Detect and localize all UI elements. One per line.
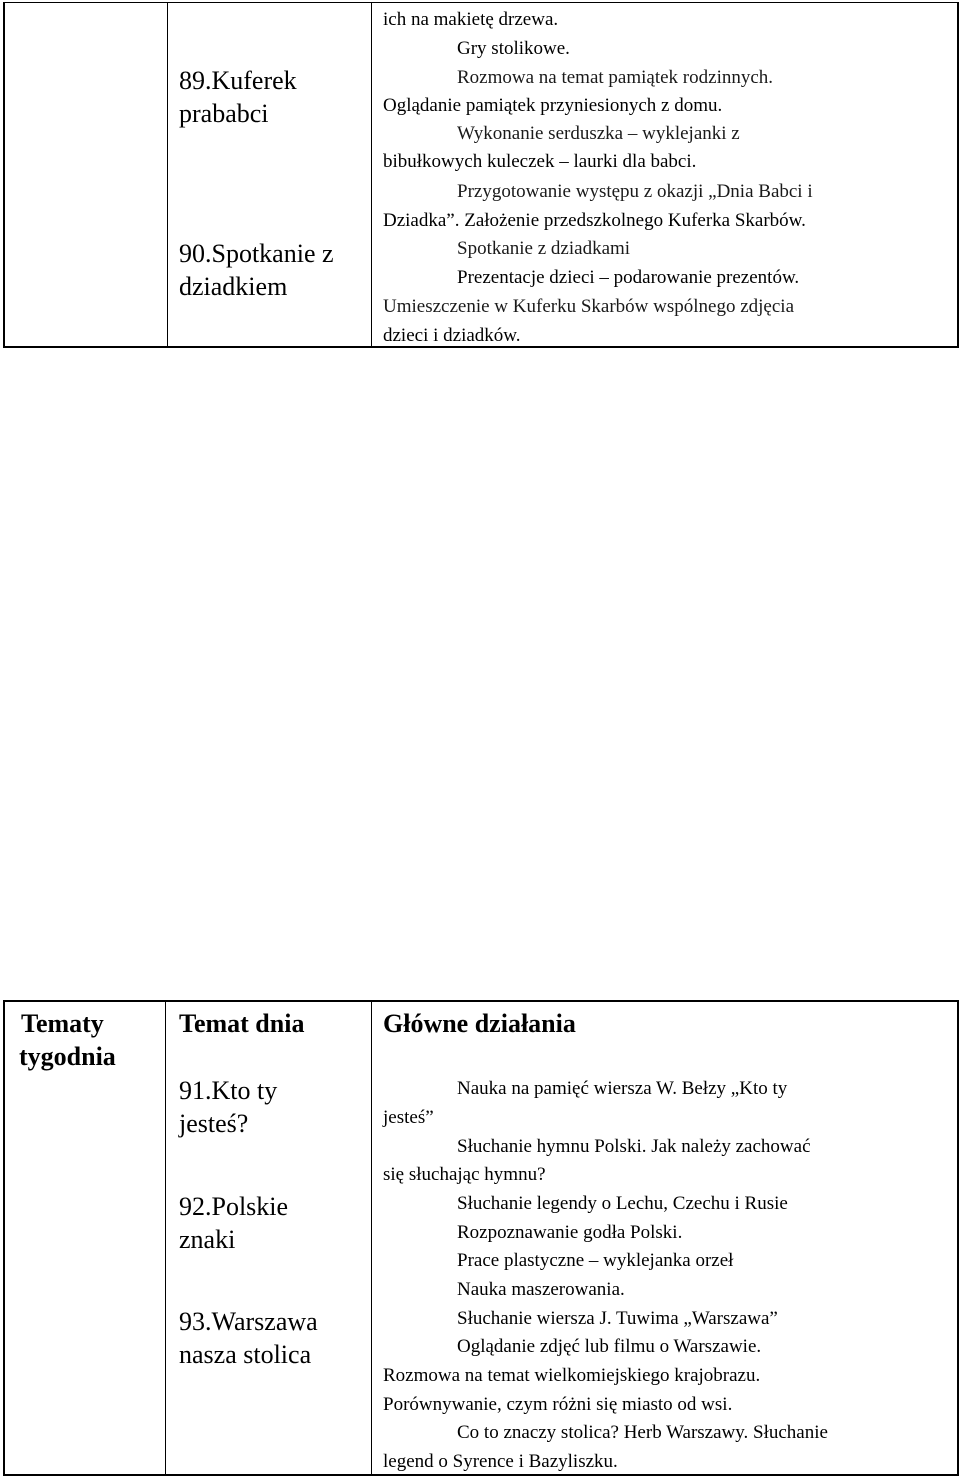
topic-91-line1: 91.Kto ty <box>179 1076 278 1105</box>
bottom-activity-line: jesteś” <box>383 1107 434 1128</box>
topic-92-line2: znaki <box>179 1225 236 1254</box>
top-activity-line: ich na makietę drzewa. <box>383 9 559 30</box>
topic-90-line2: dziadkiem <box>179 272 288 301</box>
bottom-activity-line: Nauka maszerowania. <box>457 1279 625 1300</box>
top-activity-line: Rozmowa na temat pamiątek rodzinnych. <box>457 67 774 88</box>
top-activity-line: Prezentacje dzieci – podarowanie prezentów. <box>457 267 800 288</box>
top-activity-line: Oglądanie pamiątek przyniesionych z domu. <box>383 95 723 116</box>
top-activity-line: Gry stolikowe. <box>457 38 570 59</box>
bottom-activity-line: się słuchając hymnu? <box>383 1164 546 1185</box>
topic-90-line1: 90.Spotkanie z <box>179 239 334 268</box>
top-activity-line: Spotkanie z dziadkami <box>457 238 631 259</box>
topic-93-line2: nasza stolica <box>179 1340 312 1369</box>
top-activity-line: Wykonanie serduszka – wyklejanki z <box>457 123 740 144</box>
top-table <box>3 2 959 348</box>
topic-89-line1: 89.Kuferek <box>179 66 297 95</box>
bottom-table <box>3 1000 959 1476</box>
bottom-activity-line: Co to znaczy stolica? Herb Warszawy. Słuchanie <box>457 1422 828 1443</box>
top-activity-line: Dziadka”. Założenie przedszkolnego Kuferka Skarbów. <box>383 210 806 231</box>
bottom-activity-line: Porównywanie, czym różni się miasto od wsi. <box>383 1394 733 1415</box>
header-week-line1: Tematy <box>21 1009 104 1038</box>
bottom-activity-line: Rozmowa na temat wielkomiejskiego krajobrazu. <box>383 1365 761 1386</box>
bottom-activity-line: legend o Syrence i Bazyliszku. <box>383 1451 618 1472</box>
topic-91-line2: jesteś? <box>179 1109 249 1138</box>
top-activity-line: Umieszczenie w Kuferku Skarbów wspólnego zdjęcia <box>383 296 794 317</box>
topic-93-line1: 93.Warszawa <box>179 1307 318 1336</box>
header-day: Temat dnia <box>179 1009 305 1038</box>
top-activity-line: Przygotowanie występu z okazji „Dnia Babci i <box>457 181 813 202</box>
bottom-activity-line: Słuchanie legendy o Lechu, Czechu i Rusie <box>457 1193 788 1214</box>
header-activities: Główne działania <box>383 1009 576 1038</box>
bottom-activity-line: Słuchanie wiersza J. Tuwima „Warszawa” <box>457 1308 778 1329</box>
bottom-activity-line: Rozpoznawanie godła Polski. <box>457 1222 683 1243</box>
bottom-activity-line: Nauka na pamięć wiersza W. Bełzy „Kto ty <box>457 1078 788 1099</box>
topic-92-line1: 92.Polskie <box>179 1192 289 1221</box>
bottom-activity-line: Prace plastyczne – wyklejanka orzeł <box>457 1250 734 1271</box>
header-week-line2: tygodnia <box>19 1042 116 1071</box>
bottom-activity-line: Słuchanie hymnu Polski. Jak należy zachować <box>457 1136 811 1157</box>
topic-89-line2: prababci <box>179 99 269 128</box>
top-activity-line: dzieci i dziadków. <box>383 325 521 346</box>
bottom-activity-line: Oglądanie zdjęć lub filmu o Warszawie. <box>457 1336 762 1357</box>
top-activity-line: bibułkowych kuleczek – laurki dla babci. <box>383 151 697 172</box>
